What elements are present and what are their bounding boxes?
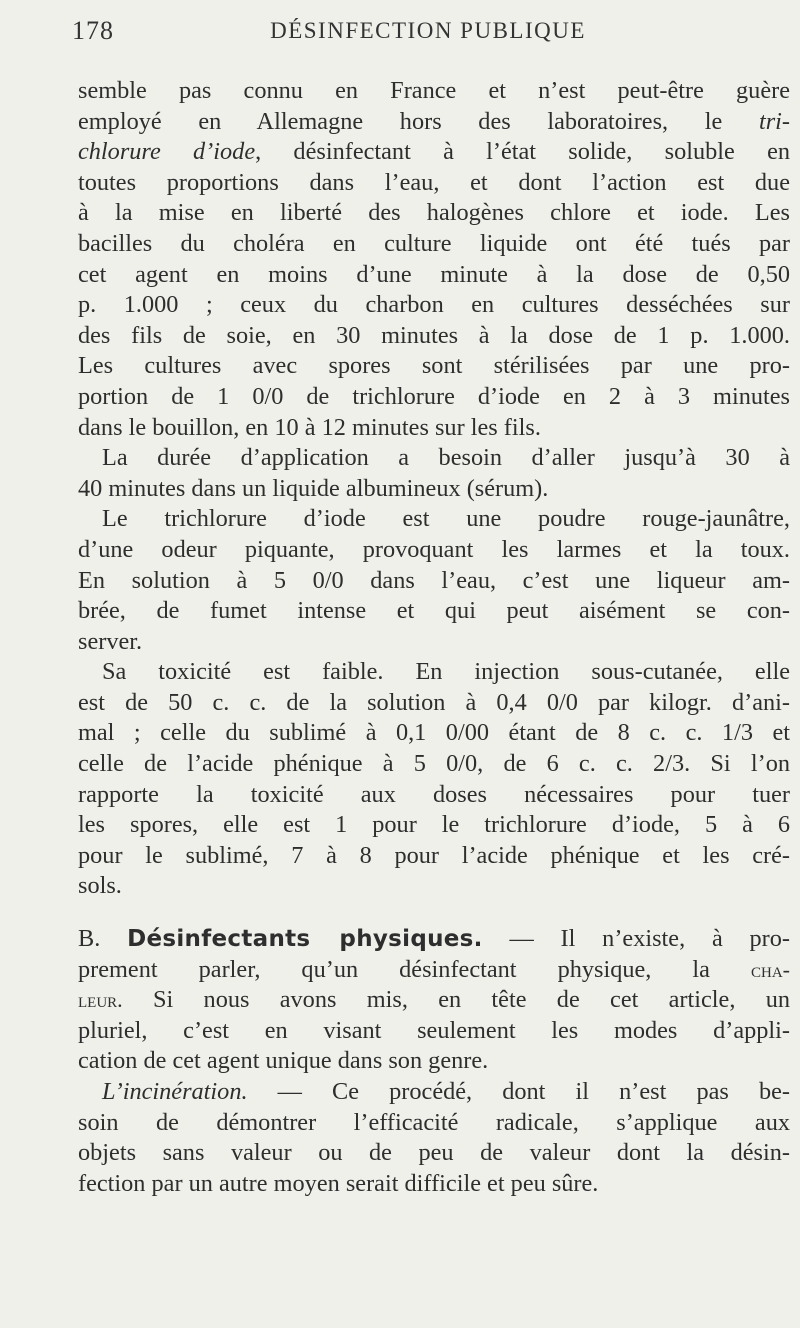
text-line: est de 50 c. c. de la solution à 0,4 0/0 par kilogr. d’ani- <box>78 688 790 716</box>
text-line: bacilles du choléra en culture liquide ont été tués par <box>78 229 790 257</box>
text-line: Le trichlorure d’iode est une poudre rouge-jaunâtre, <box>102 505 790 533</box>
text-fragment: — Il n’existe, à pro- <box>509 925 790 953</box>
small-caps-word: cha- <box>751 956 790 982</box>
text-line: 40 minutes dans un liquide albumineux (sérum). <box>78 474 549 502</box>
small-caps-word: leur. <box>78 987 123 1013</box>
text-line <box>78 107 790 138</box>
section-letter: B. <box>78 925 101 953</box>
text-line <box>78 1077 790 1108</box>
text-line: soin de démontrer l’efficacité radicale, s’applique aux <box>78 1108 790 1136</box>
paragraph-gap <box>78 902 790 924</box>
paragraph-trichlorure <box>78 76 790 902</box>
text-line: fection par un autre moyen serait difficile et peu sûre. <box>78 1169 599 1197</box>
text-line: dans le bouillon, en 10 à 12 minutes sur les fils. <box>78 413 541 441</box>
text-line: En solution à 5 0/0 dans l’eau, c’est une liqueur am- <box>78 566 790 594</box>
text-line: sols. <box>78 872 122 900</box>
text-line: La durée d’application a besoin d’aller jusqu’à 30 à <box>102 444 790 472</box>
text-line: à la mise en liberté des halogènes chlore et iode. Les <box>78 199 790 227</box>
text-line: les spores, elle est 1 pour le trichlorure d’iode, 5 à 6 <box>78 811 790 839</box>
text-line: rapporte la toxicité aux doses nécessaires pour tuer <box>78 780 790 808</box>
text-line <box>78 985 790 1016</box>
text-line: celle de l’acide phénique à 5 0/0, de 6 c. c. 2/3. Si l’on <box>78 750 790 778</box>
page-number: 178 <box>72 16 114 45</box>
body-text <box>78 76 790 1199</box>
text-fragment: — Ce procédé, dont il n’est pas be- <box>277 1078 790 1105</box>
text-line <box>78 924 790 955</box>
text-line <box>78 137 790 168</box>
text-line: objets sans valeur ou de peu de valeur dont la désin- <box>78 1139 790 1167</box>
text-line: pour le sublimé, 7 à 8 pour l’acide phénique et les cré- <box>78 841 790 869</box>
text-fragment: prement parler, qu’un désinfectant physique, la <box>78 955 710 983</box>
italic-term: tri- <box>758 107 790 135</box>
text-line: portion de 1 0/0 de trichlorure d’iode en 2 à 3 minutes <box>78 382 790 410</box>
italic-title: L’incinération. <box>102 1078 248 1105</box>
text-line: server. <box>78 627 143 655</box>
text-line: p. 1.000 ; ceux du charbon en cultures desséchées sur <box>78 291 790 319</box>
text-line: toutes proportions dans l’eau, et dont l’action est due <box>78 168 790 196</box>
text-line: semble pas connu en France et n’est peut-être guère <box>78 77 790 104</box>
text-fragment: employé en Allemagne hors des laboratoires, le <box>78 107 759 135</box>
italic-term: chlorure d’iode <box>78 138 256 166</box>
text-line <box>78 955 790 986</box>
text-line: brée, de fumet intense et qui peut aisément se con- <box>78 597 790 625</box>
text-line: cet agent en moins d’une minute à la dose de 0,50 <box>78 260 790 288</box>
running-head: DÉSINFECTION PUBLIQUE <box>270 18 586 43</box>
text-fragment: Si nous avons mis, en tête de cet article, un <box>152 986 791 1014</box>
text-line: Sa toxicité est faible. En injection sous-cutanée, elle <box>102 658 790 686</box>
section-heading: Désinfectants physiques. <box>127 926 483 953</box>
page-header <box>72 16 772 48</box>
text-line: mal ; celle du sublimé à 0,1 0/00 étant de 8 c. c. 1/3 et <box>78 719 790 747</box>
text-line: pluriel, c’est en visant seulement les modes d’appli- <box>78 1016 790 1044</box>
text-line: cation de cet agent unique dans son genre. <box>78 1047 489 1075</box>
text-line: d’une odeur piquante, provoquant les larmes et la toux. <box>78 535 790 563</box>
text-line: des fils de soie, en 30 minutes à la dose de 1 p. 1.000. <box>78 321 790 349</box>
text-line: Les cultures avec spores sont stérilisées par une pro- <box>78 352 790 380</box>
text-fragment: , désinfectant à l’état solide, soluble en <box>255 138 791 166</box>
